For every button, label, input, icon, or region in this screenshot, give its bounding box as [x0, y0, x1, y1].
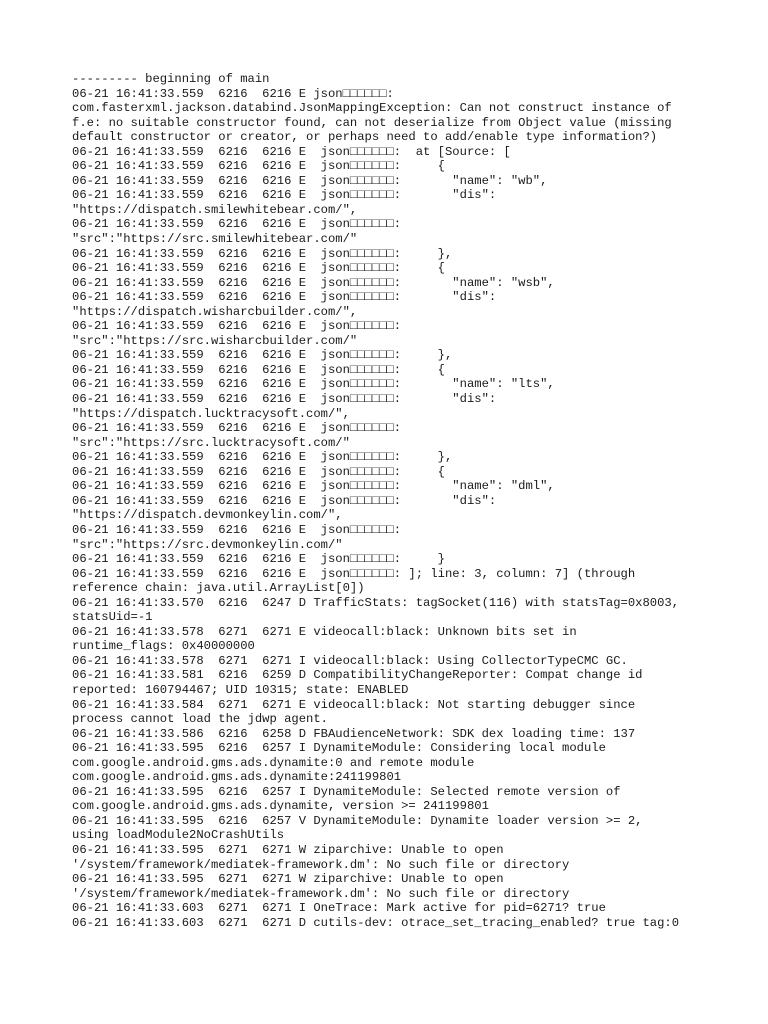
log-line: 06-21 16:41:33.595 6216 6257 I DynamiteModule: Considering local module	[72, 741, 606, 756]
log-line: '/system/framework/mediatek-framework.dm': No such file or directory	[72, 886, 570, 901]
log-line: com.google.android.gms.ads.dynamite, version >= 241199801	[72, 799, 489, 814]
log-line: "src":"https://src.wisharcbuilder.com/"	[72, 333, 358, 348]
log-line: using loadModule2NoCrashUtils	[72, 828, 285, 843]
log-line: com.fasterxml.jackson.databind.JsonMappingException: Can not construct instance of	[72, 101, 672, 116]
log-line: 06-21 16:41:33.581 6216 6259 D CompatibilityChangeReporter: Compat change id	[72, 668, 643, 683]
log-line: runtime_flags: 0x40000000	[72, 639, 255, 654]
log-line: 06-21 16:41:33.559 6216 6216 E json□□□□□□: {	[72, 261, 445, 276]
log-line: process cannot load the jdwp agent.	[72, 712, 328, 727]
log-line: 06-21 16:41:33.559 6216 6216 E json□□□□□□: "name": "dml",	[72, 479, 555, 494]
log-line: 06-21 16:41:33.586 6216 6258 D FBAudienceNetwork: SDK dex loading time: 137	[72, 726, 636, 741]
log-line: 06-21 16:41:33.559 6216 6216 E json□□□□□□: "name": "wb",	[72, 173, 548, 188]
log-line: 06-21 16:41:33.559 6216 6216 E json□□□□□□: "dis":	[72, 493, 497, 508]
log-line: 06-21 16:41:33.559 6216 6216 E json□□□□□□: }	[72, 552, 445, 567]
log-line: "src":"https://src.lucktracysoft.com/"	[72, 435, 350, 450]
log-line: 06-21 16:41:33.559 6216 6216 E json□□□□□□: at [Source: [	[72, 144, 511, 159]
log-line: 06-21 16:41:33.559 6216 6216 E json□□□□□□: },	[72, 246, 453, 261]
log-line: 06-21 16:41:33.559 6216 6216 E json□□□□□□: },	[72, 348, 453, 363]
log-line: "https://dispatch.wisharcbuilder.com/",	[72, 304, 358, 319]
log-line: 06-21 16:41:33.559 6216 6216 E json□□□□□□: "name": "wsb",	[72, 275, 555, 290]
log-line: statsUid=-1	[72, 610, 153, 625]
log-line: 06-21 16:41:33.559 6216 6216 E json□□□□□□: "dis":	[72, 188, 497, 203]
log-line: 06-21 16:41:33.595 6271 6271 W ziparchive: Unable to open	[72, 842, 504, 857]
log-line: '/system/framework/mediatek-framework.dm': No such file or directory	[72, 857, 570, 872]
log-line: 06-21 16:41:33.559 6216 6216 E json□□□□□□: "name": "lts",	[72, 377, 555, 392]
log-line: 06-21 16:41:33.559 6216 6216 E json□□□□□□:	[72, 217, 402, 232]
log-line: com.google.android.gms.ads.dynamite:0 and remote module	[72, 755, 475, 770]
log-line: "https://dispatch.smilewhitebear.com/",	[72, 202, 358, 217]
log-line: 06-21 16:41:33.584 6271 6271 E videocall:black: Not starting debugger since	[72, 697, 636, 712]
log-line: reference chain: java.util.ArrayList[0])	[72, 581, 365, 596]
log-line: 06-21 16:41:33.559 6216 6216 E json□□□□□□: "dis":	[72, 392, 497, 407]
log-line: com.google.android.gms.ads.dynamite:241199801	[72, 770, 402, 785]
log-line: "src":"https://src.devmonkeylin.com/"	[72, 537, 343, 552]
log-line: "https://dispatch.devmonkeylin.com/",	[72, 508, 343, 523]
log-line: 06-21 16:41:33.595 6271 6271 W ziparchive: Unable to open	[72, 872, 504, 887]
log-line: "https://dispatch.lucktracysoft.com/",	[72, 406, 350, 421]
log-line: default constructor or creator, or perhaps need to add/enable type information?)	[72, 130, 658, 145]
log-line: 06-21 16:41:33.559 6216 6216 E json□□□□□□: {	[72, 362, 445, 377]
log-line: 06-21 16:41:33.559 6216 6216 E json□□□□□□: "dis":	[72, 290, 497, 305]
log-line: 06-21 16:41:33.559 6216 6216 E json□□□□□□: {	[72, 159, 445, 174]
log-line: 06-21 16:41:33.559 6216 6216 E json□□□□□□:	[72, 421, 402, 436]
log-line: 06-21 16:41:33.578 6271 6271 I videocall:black: Using CollectorTypeCMC GC.	[72, 653, 628, 668]
log-line: --------- beginning of main	[72, 72, 270, 86]
log-line: 06-21 16:41:33.559 6216 6216 E json□□□□□□:	[72, 319, 402, 334]
log-line: 06-21 16:41:33.559 6216 6216 E json□□□□□□:	[72, 86, 394, 101]
log-document	[72, 72, 712, 930]
log-line: 06-21 16:41:33.559 6216 6216 E json□□□□□□: {	[72, 464, 445, 479]
log-line: 06-21 16:41:33.595 6216 6257 V DynamiteModule: Dynamite loader version >= 2,	[72, 813, 643, 828]
log-line: 06-21 16:41:33.559 6216 6216 E json□□□□□□: ]; line: 3, column: 7] (through	[72, 566, 636, 581]
log-line: reported: 160794467; UID 10315; state: ENABLED	[72, 682, 409, 697]
log-line: 06-21 16:41:33.559 6216 6216 E json□□□□□□: },	[72, 450, 453, 465]
log-line: f.e: no suitable constructor found, can not deserialize from Object value (missing	[72, 115, 672, 130]
log-line: 06-21 16:41:33.559 6216 6216 E json□□□□□□:	[72, 522, 402, 537]
log-line: 06-21 16:41:33.603 6271 6271 D cutils-dev: otrace_set_tracing_enabled? true tag:0	[72, 915, 680, 930]
log-line: 06-21 16:41:33.570 6216 6247 D TrafficStats: tagSocket(116) with statsTag=0x8003,	[72, 595, 680, 610]
log-line: 06-21 16:41:33.595 6216 6257 I DynamiteModule: Selected remote version of	[72, 784, 621, 799]
log-line: 06-21 16:41:33.578 6271 6271 E videocall:black: Unknown bits set in	[72, 624, 577, 639]
log-line: "src":"https://src.smilewhitebear.com/"	[72, 232, 358, 247]
log-line: 06-21 16:41:33.603 6271 6271 I OneTrace: Mark active for pid=6271? true	[72, 901, 606, 916]
